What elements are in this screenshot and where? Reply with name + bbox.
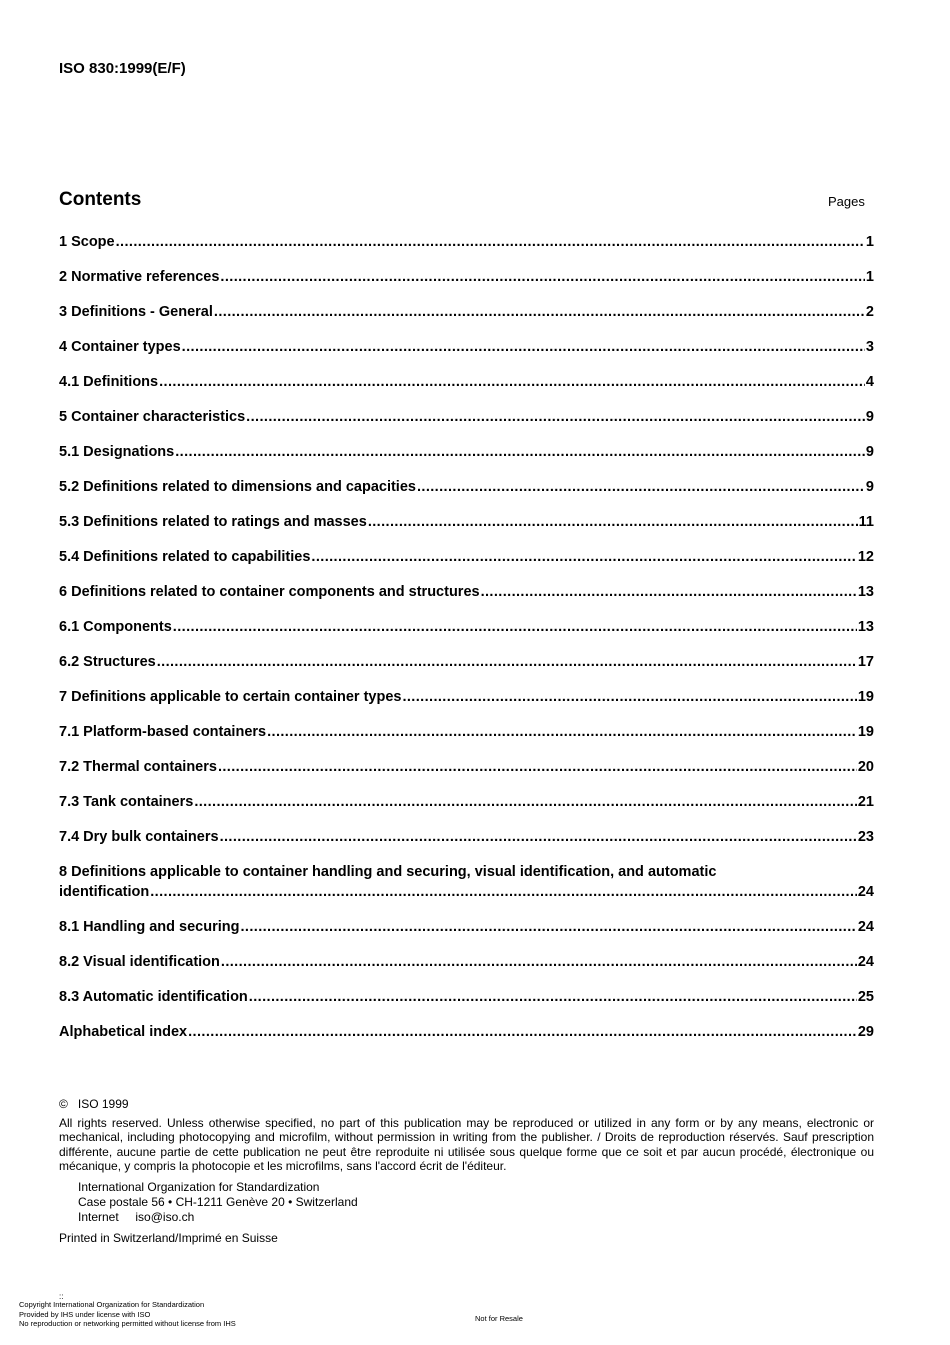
toc-entry-page: 1 (865, 269, 874, 285)
rights-statement: All rights reserved. Unless otherwise specified, no part of this publication may be reproduced or utilized in any form or by any means, electronic or mechanical, including photocopying and microfilm, without permission in writing from the publisher. / Droits de reproduction réservés. Sauf prescription différente, aucune partie de cette publication ne peut être reproduite ni utilisée sous quelque forme que ce soit et par aucun procédé, électronique ou mécanique, y compris la photocopie et les microfilms, sans l'accord écrit de l'éditeur. (59, 1115, 874, 1173)
toc-entry-page: 21 (857, 794, 874, 810)
toc-entry-title: 8.2 Visual identification (59, 954, 220, 970)
license-footer (19, 1294, 236, 1329)
toc-entry-8-handling-identification[interactable] (59, 862, 874, 917)
toc-leader-dots (402, 687, 856, 707)
toc-entry-4-container-types[interactable] (59, 337, 874, 372)
toc-entry-page: 13 (857, 619, 874, 635)
toc-entry-page: 9 (865, 409, 874, 425)
not-for-resale: Not for Resale (475, 1314, 523, 1323)
contents-title: Contents (59, 189, 142, 210)
internet-label: Internet (78, 1209, 119, 1224)
toc-entry-page: 25 (857, 989, 874, 1005)
toc-entry-title: 5.3 Definitions related to ratings and masses (59, 514, 367, 530)
toc-leader-dots (311, 547, 856, 567)
copyright-year: ISO 1999 (77, 1097, 129, 1111)
toc-leader-dots (182, 337, 865, 357)
toc-leader-dots (218, 757, 857, 777)
toc-entry-page: 20 (857, 759, 874, 775)
table-of-contents (59, 232, 874, 1057)
toc-leader-dots (221, 952, 857, 972)
toc-entry-title: 6.1 Components (59, 619, 172, 635)
toc-entry-page: 24 (857, 954, 874, 970)
toc-leader-dots (246, 407, 865, 427)
toc-entry-page: 12 (857, 549, 874, 565)
copyright-symbol: © (59, 1097, 68, 1111)
toc-leader-dots (220, 827, 857, 847)
toc-entry-title: 7.4 Dry bulk containers (59, 829, 219, 845)
footer-line-2: Provided by IHS under license with ISO (19, 1309, 151, 1319)
toc-leader-dots (481, 582, 857, 602)
toc-entry-5-2-dimensions-capacities[interactable] (59, 477, 874, 512)
toc-entry-5-container-characteristics[interactable] (59, 407, 874, 442)
printed-in: Printed in Switzerland/Imprimé en Suisse (59, 1230, 278, 1245)
toc-entry-title-line2: identification (59, 884, 150, 900)
toc-entry-title: Alphabetical index (59, 1024, 188, 1040)
toc-entry-2-normative-references[interactable] (59, 267, 874, 302)
toc-entry-8-1-handling-securing[interactable] (59, 917, 874, 952)
toc-entry-title: 3 Definitions - General (59, 304, 213, 320)
toc-entry-1-scope[interactable] (59, 232, 874, 267)
toc-entry-title: 1 Scope (59, 234, 115, 250)
toc-entry-title: 4.1 Definitions (59, 374, 159, 390)
toc-entry-7-3-tank[interactable] (59, 792, 874, 827)
toc-entry-page: 11 (858, 514, 874, 530)
toc-leader-dots (194, 792, 857, 812)
toc-entry-6-1-components[interactable] (59, 617, 874, 652)
toc-leader-dots (173, 617, 857, 637)
toc-leader-dots (150, 882, 857, 902)
toc-entry-5-1-designations[interactable] (59, 442, 874, 477)
toc-entry-title: 7.2 Thermal containers (59, 759, 217, 775)
toc-leader-dots (159, 372, 865, 392)
toc-entry-8-2-visual-identification[interactable] (59, 952, 874, 987)
toc-entry-title: 7.3 Tank containers (59, 794, 194, 810)
toc-entry-8-3-automatic-identification[interactable] (59, 987, 874, 1022)
footer-line-3: No reproduction or networking permitted without license from IHS (19, 1319, 236, 1328)
toc-entry-7-certain-container-types[interactable] (59, 687, 874, 722)
toc-entry-page: 9 (865, 444, 874, 460)
toc-entry-title: 6 Definitions related to container components and structures (59, 584, 480, 600)
toc-entry-page: 24 (857, 919, 874, 935)
postal-address: Case postale 56 • CH-1211 Genève 20 • Switzerland (78, 1194, 358, 1209)
toc-entry-page: 4 (865, 374, 874, 390)
toc-entry-page: 19 (857, 724, 874, 740)
toc-leader-dots (188, 1022, 857, 1042)
toc-entry-title: 5.1 Designations (59, 444, 175, 460)
toc-entry-title: 7 Definitions applicable to certain container types (59, 689, 402, 705)
toc-leader-dots (368, 512, 858, 532)
copyright-block (59, 1097, 874, 1245)
toc-entry-page: 1 (865, 234, 874, 250)
toc-entry-page: 24 (857, 884, 874, 900)
footer-line-1: Copyright International Organization for Standardization (19, 1300, 205, 1309)
toc-entry-title: 5 Container characteristics (59, 409, 246, 425)
toc-entry-5-4-capabilities[interactable] (59, 547, 874, 582)
org-name: International Organization for Standardization (78, 1179, 320, 1194)
toc-entry-7-1-platform-based[interactable] (59, 722, 874, 757)
toc-entry-page: 9 (865, 479, 874, 495)
toc-entry-page: 17 (857, 654, 874, 670)
toc-leader-dots (175, 442, 865, 462)
toc-entry-5-3-ratings-masses[interactable] (59, 512, 874, 547)
toc-entry-alphabetical-index[interactable] (59, 1022, 874, 1057)
toc-entry-6-components-structures[interactable] (59, 582, 874, 617)
toc-leader-dots (249, 987, 857, 1007)
toc-entry-title-line1: 8 Definitions applicable to container handling and securing, visual identification, and automatic (59, 864, 717, 880)
toc-leader-dots (267, 722, 857, 742)
toc-leader-dots (220, 267, 865, 287)
toc-entry-title: 5.2 Definitions related to dimensions and capacities (59, 479, 416, 495)
toc-entry-page: 3 (865, 339, 874, 355)
toc-entry-3-definitions-general[interactable] (59, 302, 874, 337)
toc-entry-title: 6.2 Structures (59, 654, 156, 670)
toc-entry-title: 8.1 Handling and securing (59, 919, 240, 935)
copyright-line (59, 1097, 874, 1112)
toc-entry-7-2-thermal[interactable] (59, 757, 874, 792)
toc-entry-7-4-dry-bulk[interactable] (59, 827, 874, 862)
pages-column-label: Pages (828, 194, 865, 209)
toc-entry-4-1-definitions[interactable] (59, 372, 874, 407)
internet-email-link[interactable]: iso@iso.ch (135, 1209, 195, 1224)
toc-entry-page: 29 (857, 1024, 874, 1040)
toc-leader-dots (214, 302, 865, 322)
toc-leader-dots (116, 232, 865, 252)
toc-entry-page: 23 (857, 829, 874, 845)
toc-entry-title: 2 Normative references (59, 269, 220, 285)
footer-mark: :: (59, 1292, 64, 1301)
toc-entry-title: 8.3 Automatic identification (59, 989, 248, 1005)
toc-entry-6-2-structures[interactable] (59, 652, 874, 687)
toc-entry-page: 19 (857, 689, 874, 705)
toc-leader-dots (240, 917, 856, 937)
toc-leader-dots (417, 477, 865, 497)
toc-entry-page: 2 (865, 304, 874, 320)
toc-entry-title: 4 Container types (59, 339, 181, 355)
publisher-address (78, 1180, 874, 1225)
toc-leader-dots (157, 652, 857, 672)
document-id: ISO 830:1999(E/F) (59, 60, 186, 77)
toc-entry-title: 5.4 Definitions related to capabilities (59, 549, 311, 565)
toc-entry-title: 7.1 Platform-based containers (59, 724, 267, 740)
internet-line (78, 1210, 874, 1225)
toc-entry-page: 13 (857, 584, 874, 600)
